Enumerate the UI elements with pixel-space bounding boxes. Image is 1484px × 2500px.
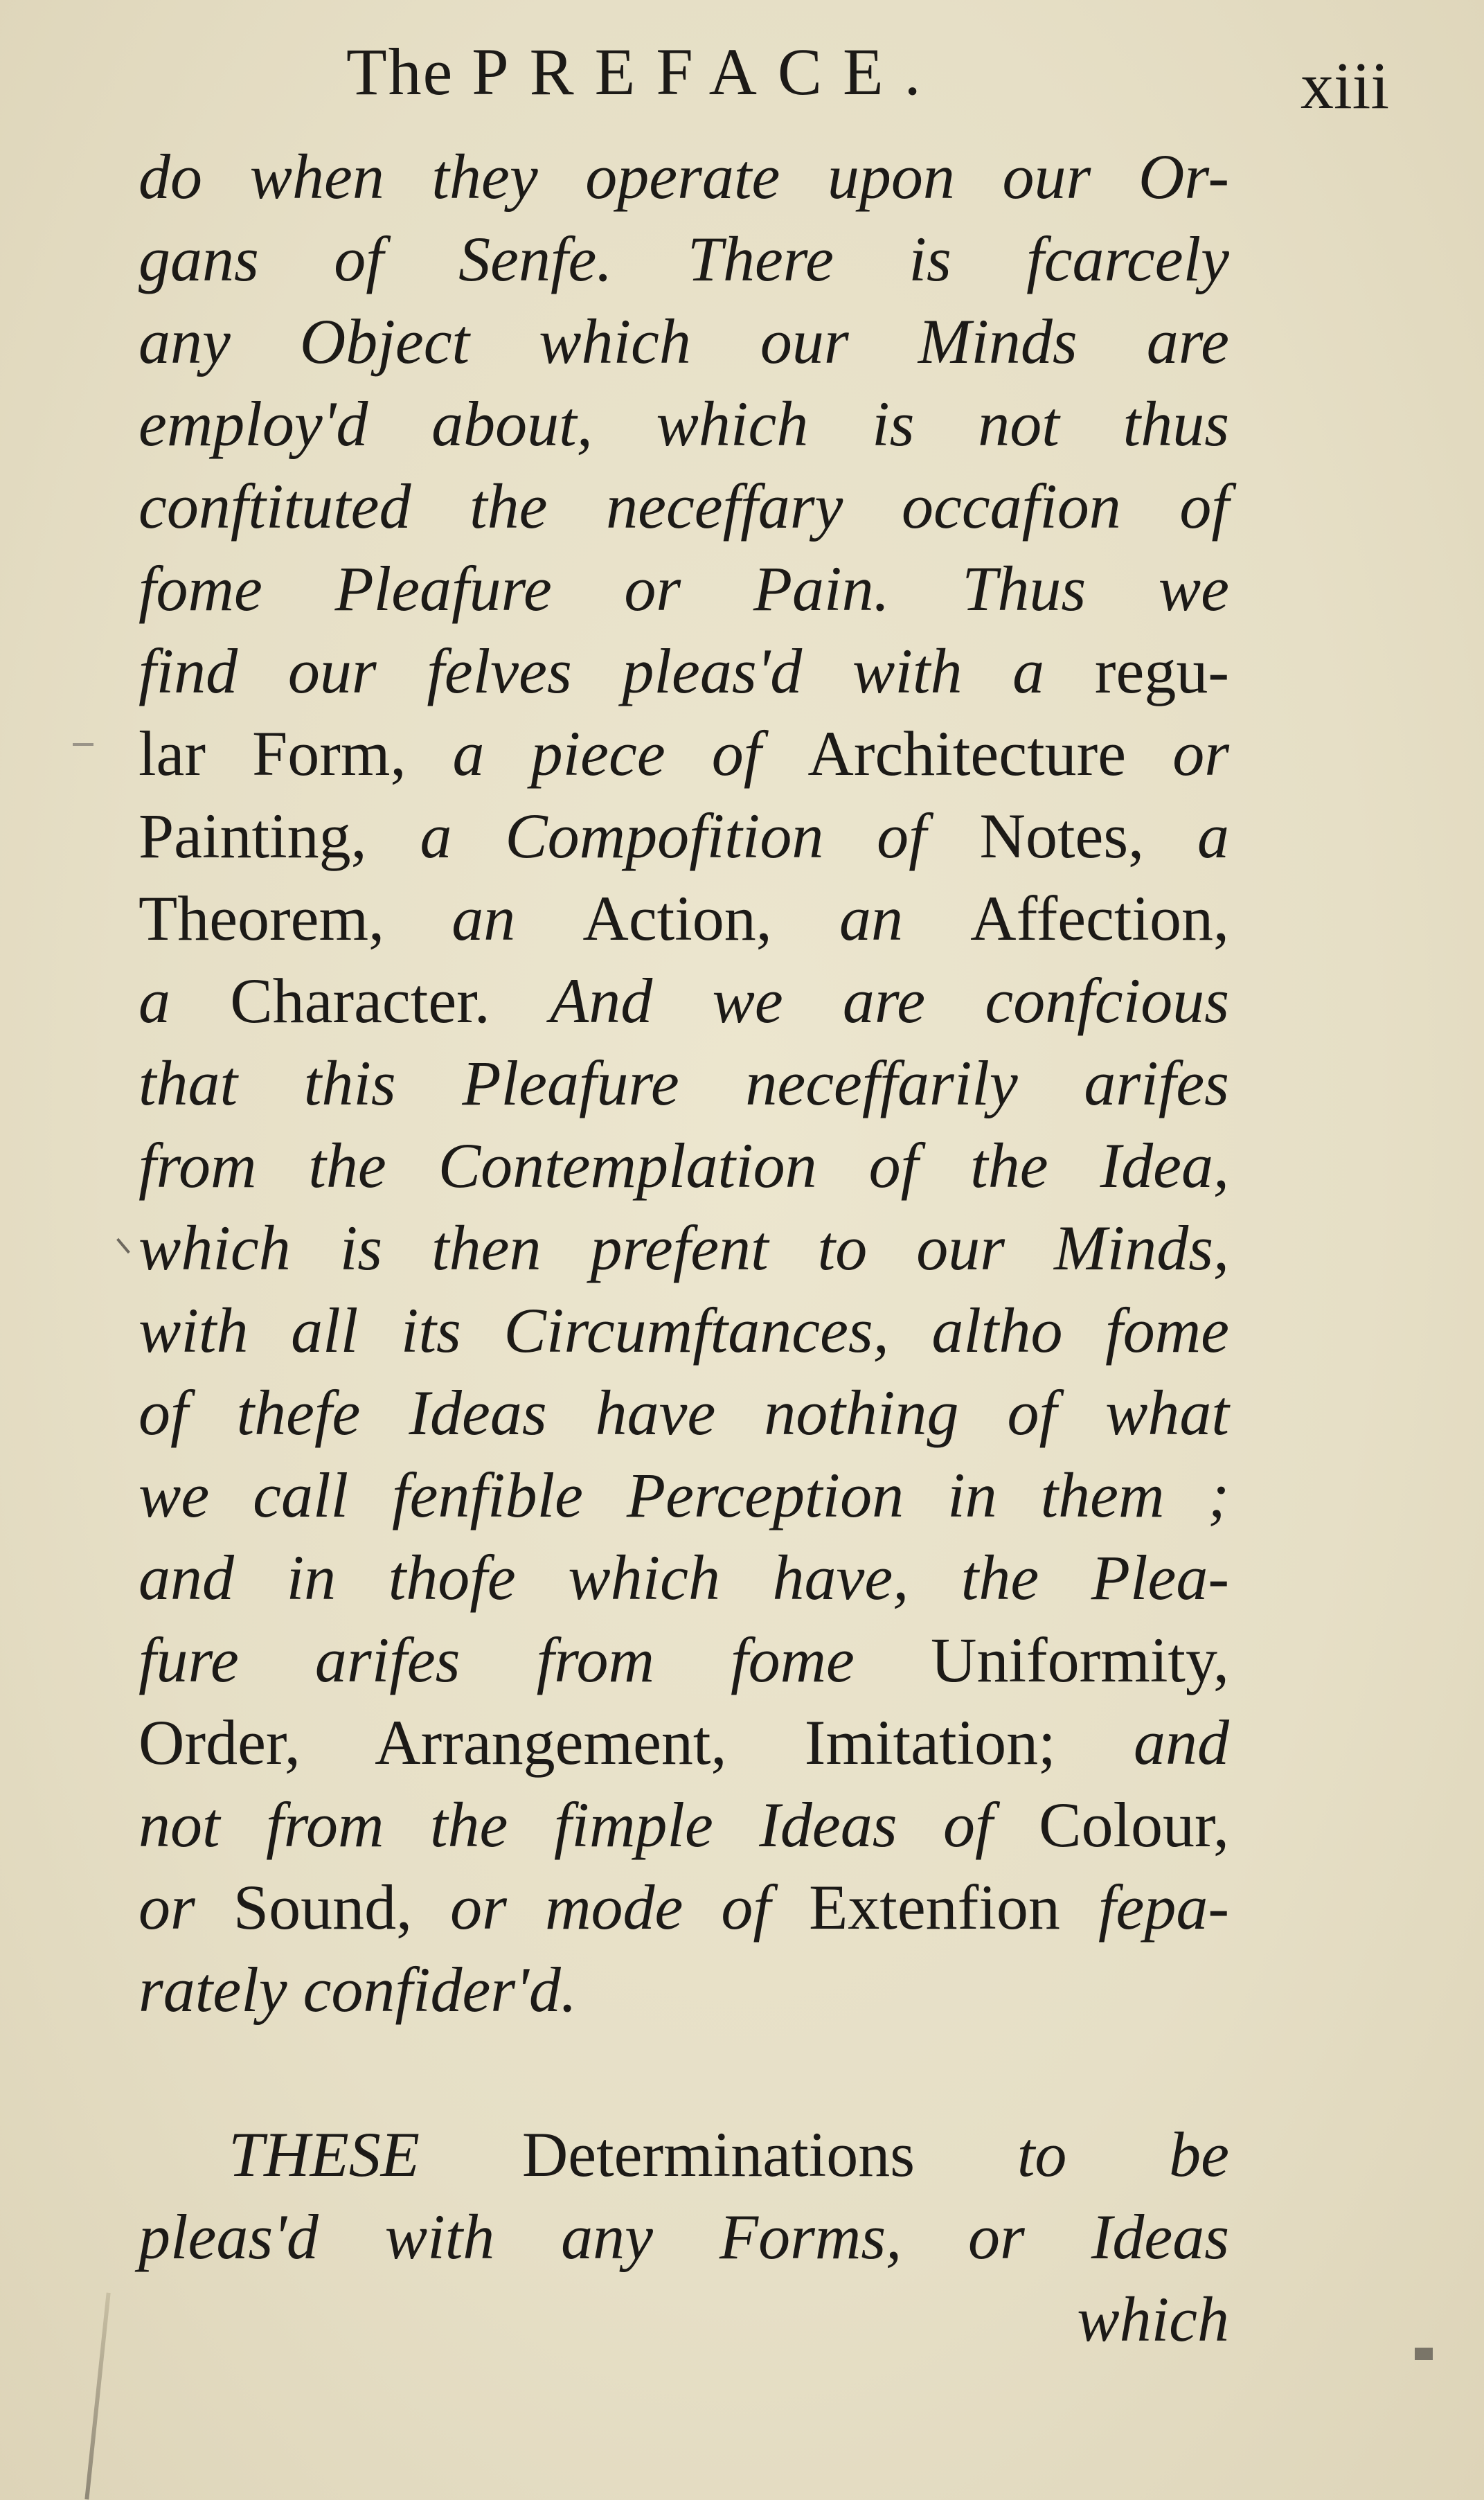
- text-line: [138, 383, 1229, 465]
- italic-run: conftituted the neceffary occafion of: [138, 471, 1229, 542]
- text-line: [138, 630, 1229, 713]
- roman-run: Notes,: [979, 801, 1197, 871]
- italic-run: that this Pleafure neceffarily arifes: [138, 1048, 1229, 1118]
- italic-run: any Object which our Minds are: [138, 306, 1229, 377]
- roman-run: regu-: [1094, 636, 1229, 706]
- body-text: [138, 136, 1229, 2361]
- ink-stroke: [84, 2293, 110, 2500]
- page-number: xiii: [1300, 48, 1390, 123]
- roman-run: Colour,: [1039, 1789, 1229, 1860]
- italic-run: a Compofition of: [420, 801, 980, 871]
- paragraph-gap: [138, 2031, 1229, 2114]
- italic-run: not from the fimple Ideas of: [138, 1789, 1039, 1860]
- text-line: [138, 2196, 1229, 2278]
- italic-run: employ'd about, which is not thus: [138, 389, 1229, 459]
- italic-run: or: [1172, 718, 1230, 789]
- italic-run: And we are confcious: [550, 965, 1229, 1036]
- text-line: [138, 1372, 1229, 1454]
- roman-run: Extenfion: [809, 1872, 1098, 1943]
- text-line: [138, 1125, 1229, 1207]
- text-line: [138, 548, 1229, 630]
- roman-run: Action,: [582, 883, 839, 954]
- italic-run: from the Contemplation of the Idea,: [138, 1130, 1229, 1201]
- italic-run: pleas'd with any Forms, or Ideas: [138, 2202, 1229, 2272]
- roman-run: Affection,: [970, 883, 1229, 954]
- text-line: [138, 1289, 1229, 1372]
- text-line: [138, 1454, 1229, 1537]
- italic-run: we call fenfible Perception in them ;: [138, 1460, 1229, 1530]
- roman-run: Painting,: [138, 801, 420, 871]
- paragraph-2: [138, 2114, 1229, 2278]
- text-line: [138, 1207, 1229, 1289]
- text-line: [138, 1619, 1229, 1702]
- running-head: [346, 33, 942, 110]
- italic-run: a piece of: [452, 718, 808, 789]
- running-head-title: PREFACE.: [472, 35, 942, 109]
- italic-run: find our felves pleas'd with a: [138, 636, 1095, 706]
- page-header: [0, 29, 1484, 123]
- roman-run: Character.: [230, 965, 550, 1036]
- roman-run: Order, Arrangement, Imitation;: [138, 1707, 1134, 1778]
- text-line: [138, 1949, 1229, 2031]
- text-line: [138, 1042, 1229, 1125]
- text-line: [138, 1866, 1229, 1949]
- italic-run: and in thofe which have, the Plea-: [138, 1542, 1229, 1613]
- text-line: [138, 301, 1229, 383]
- ink-blot: [1415, 2348, 1433, 2360]
- italic-run: THESE: [229, 2119, 522, 2190]
- text-line: [138, 1784, 1229, 1866]
- italic-run: or: [138, 1872, 233, 1943]
- roman-run: Uniformity,: [931, 1625, 1229, 1695]
- text-line: [138, 2114, 1229, 2196]
- text-line: [138, 877, 1229, 960]
- roman-run: Theorem,: [138, 883, 452, 954]
- text-line: [138, 1702, 1229, 1784]
- italic-run: an: [452, 883, 583, 954]
- italic-run: and: [1134, 1707, 1229, 1778]
- text-line: [138, 713, 1229, 795]
- roman-run: Architecture: [807, 718, 1173, 789]
- roman-run: Sound,: [233, 1872, 451, 1943]
- text-line: [138, 960, 1229, 1042]
- italic-run: of thefe Ideas have nothing of what: [138, 1377, 1229, 1448]
- italic-run: with all its Circumftances, altho fome: [138, 1295, 1229, 1366]
- italic-run: a: [1197, 801, 1229, 871]
- italic-run: fepa-: [1098, 1872, 1230, 1943]
- italic-run: do when they operate upon our Or-: [138, 141, 1229, 212]
- roman-run: lar Form,: [138, 718, 453, 789]
- italic-run: gans of Senfe. There is fcarcely: [138, 224, 1229, 294]
- italic-run: fure arifes from fome: [138, 1625, 931, 1695]
- italic-run: a: [138, 965, 231, 1036]
- italic-run: or mode of: [450, 1872, 810, 1943]
- paragraph-1: [138, 136, 1229, 2031]
- margin-mark: [73, 743, 93, 746]
- italic-run: rately confider'd.: [138, 1954, 577, 2025]
- text-line: [138, 465, 1229, 548]
- italic-run: to be: [1017, 2119, 1230, 2190]
- text-line: [138, 1537, 1229, 1619]
- running-head-word: The: [346, 35, 454, 109]
- catchword: which: [1077, 2284, 1229, 2355]
- italic-run: an: [839, 883, 971, 954]
- italic-run: which is then prefent to our Minds,: [138, 1213, 1229, 1283]
- text-line: [138, 795, 1229, 877]
- text-line: [138, 218, 1229, 301]
- margin-mark: [116, 1238, 130, 1253]
- text-line: [138, 136, 1229, 218]
- roman-run: Determinations: [521, 2119, 1017, 2190]
- italic-run: fome Pleafure or Pain. Thus we: [138, 553, 1229, 624]
